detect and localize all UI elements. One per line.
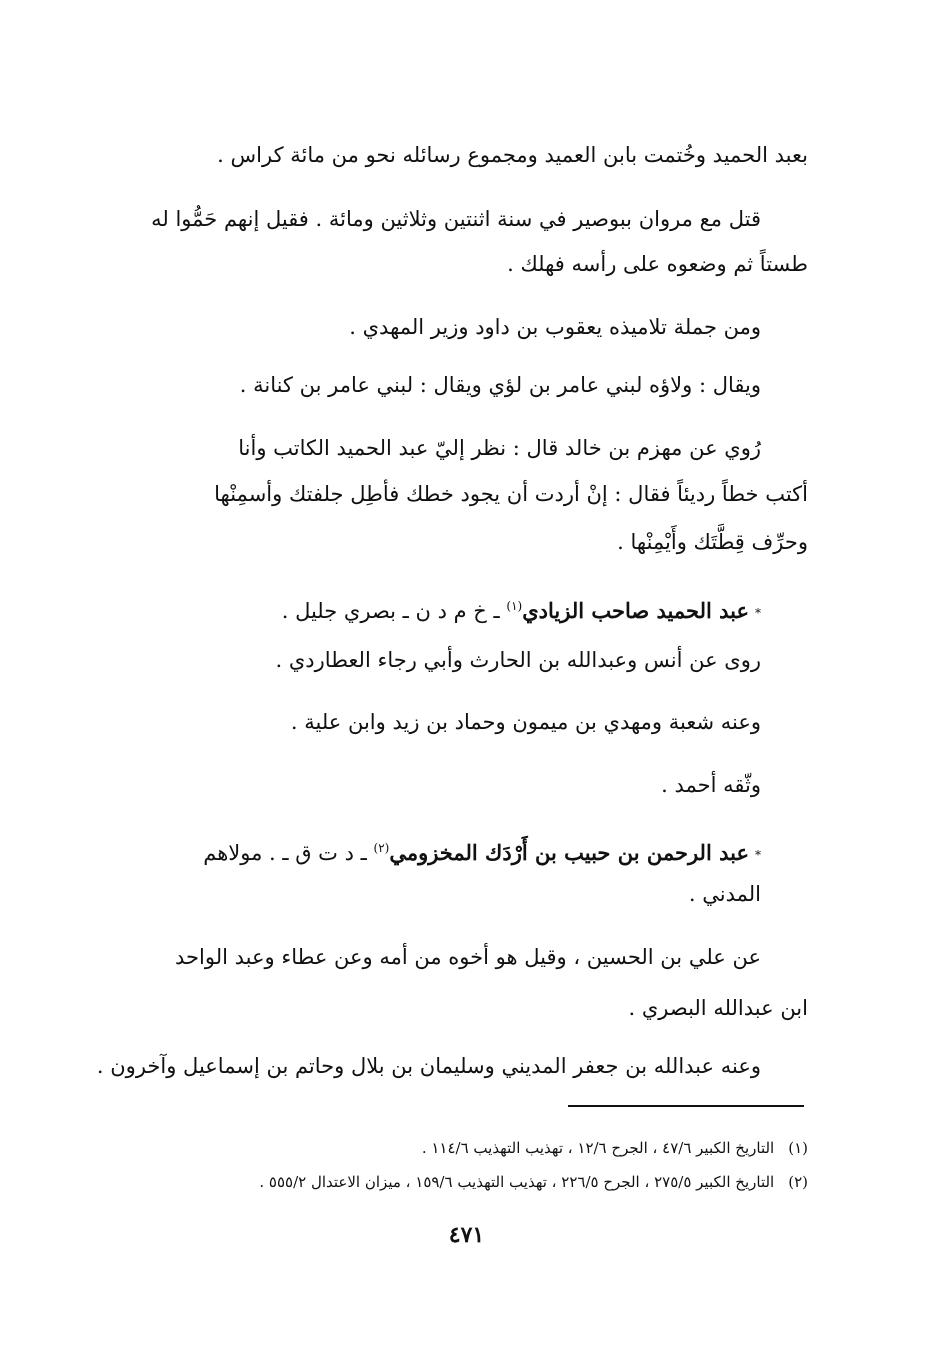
paragraph-line: بعبد الحميد وخُتمت بابن العميد ومجموع رسائله نحو من مائة كراس . bbox=[217, 143, 808, 167]
entry-description: ـ خ م د ن ـ بصري جليل . bbox=[281, 599, 500, 623]
entry-heading bbox=[203, 834, 761, 869]
paragraph-line: أكتب خطاً رديئاً فقال : إنْ أردت أن يجود خطك فأطِل جلفتك وأسمِنْها bbox=[214, 482, 808, 506]
footnote-text: التاريخ الكبير ٢٧٥/٥ ، الجرح ٢٢٦/٥ ، تهذيب التهذيب ١٥٩/٦ ، ميزان الاعتدال ٥٥٥/٢ . bbox=[259, 1173, 775, 1191]
footnote-number: (٢) bbox=[788, 1173, 808, 1191]
paragraph-line: طستاً ثم وضعوه على رأسه فهلك . bbox=[507, 252, 808, 276]
entry-line: عن علي بن الحسين ، وقيل هو أخوه من أمه وعن عطاء وعبد الواحد bbox=[175, 945, 761, 969]
entry-line: وعنه شعبة ومهدي بن ميمون وحماد بن زيد وابن علية . bbox=[290, 710, 761, 734]
entry-line: وثّقه أحمد . bbox=[661, 773, 761, 797]
footnote bbox=[259, 1172, 808, 1192]
entry-name: عبد الرحمن بن حبيب بن أَرْدَك المخزومي bbox=[389, 840, 749, 865]
entry-marker: * bbox=[755, 605, 761, 620]
paragraph-line: قتل مع مروان ببوصير في سنة اثنتين وثلاثين ومائة . فقيل إنهم حَمُّوا له bbox=[151, 207, 761, 231]
paragraph-line: ويقال : ولاؤه لبني عامر بن لؤي ويقال : لبني عامر بن كنانة . bbox=[239, 373, 761, 397]
paragraph-line: رُوي عن مهزم بن خالد قال : نظر إليّ عبد الحميد الكاتب وأنا bbox=[238, 436, 761, 460]
page-number: ٤٧١ bbox=[448, 1222, 485, 1248]
entry-name: عبد الحميد صاحب الزيادي bbox=[522, 598, 749, 623]
footnote-separator bbox=[568, 1105, 804, 1107]
paragraph-line: ومن جملة تلاميذه يعقوب بن داود وزير المهدي . bbox=[349, 315, 761, 339]
paragraph-line: وحرِّف قِطَّتَك وأَيْمِنْها . bbox=[617, 530, 808, 554]
footnote-text: التاريخ الكبير ٤٧/٦ ، الجرح ١٢/٦ ، تهذيب التهذيب ١١٤/٦ . bbox=[421, 1139, 775, 1157]
entry-description: ـ د ت ق ـ . مولاهم bbox=[203, 841, 367, 865]
entry-line: روى عن أنس وعبدالله بن الحارث وأبي رجاء العطاردي . bbox=[275, 648, 761, 672]
footnote-number: (١) bbox=[788, 1139, 808, 1157]
footnote-ref: (١) bbox=[506, 599, 523, 613]
entry-marker: * bbox=[755, 847, 761, 862]
entry-line: المدني . bbox=[688, 882, 761, 906]
footnote-ref: (٢) bbox=[373, 841, 390, 855]
entry-heading bbox=[282, 592, 761, 627]
entry-line: ابن عبدالله البصري . bbox=[628, 996, 808, 1020]
footnote bbox=[422, 1138, 808, 1158]
entry-line: وعنه عبدالله بن جعفر المديني وسليمان بن بلال وحاتم بن إسماعيل وآخرون . bbox=[96, 1054, 761, 1078]
